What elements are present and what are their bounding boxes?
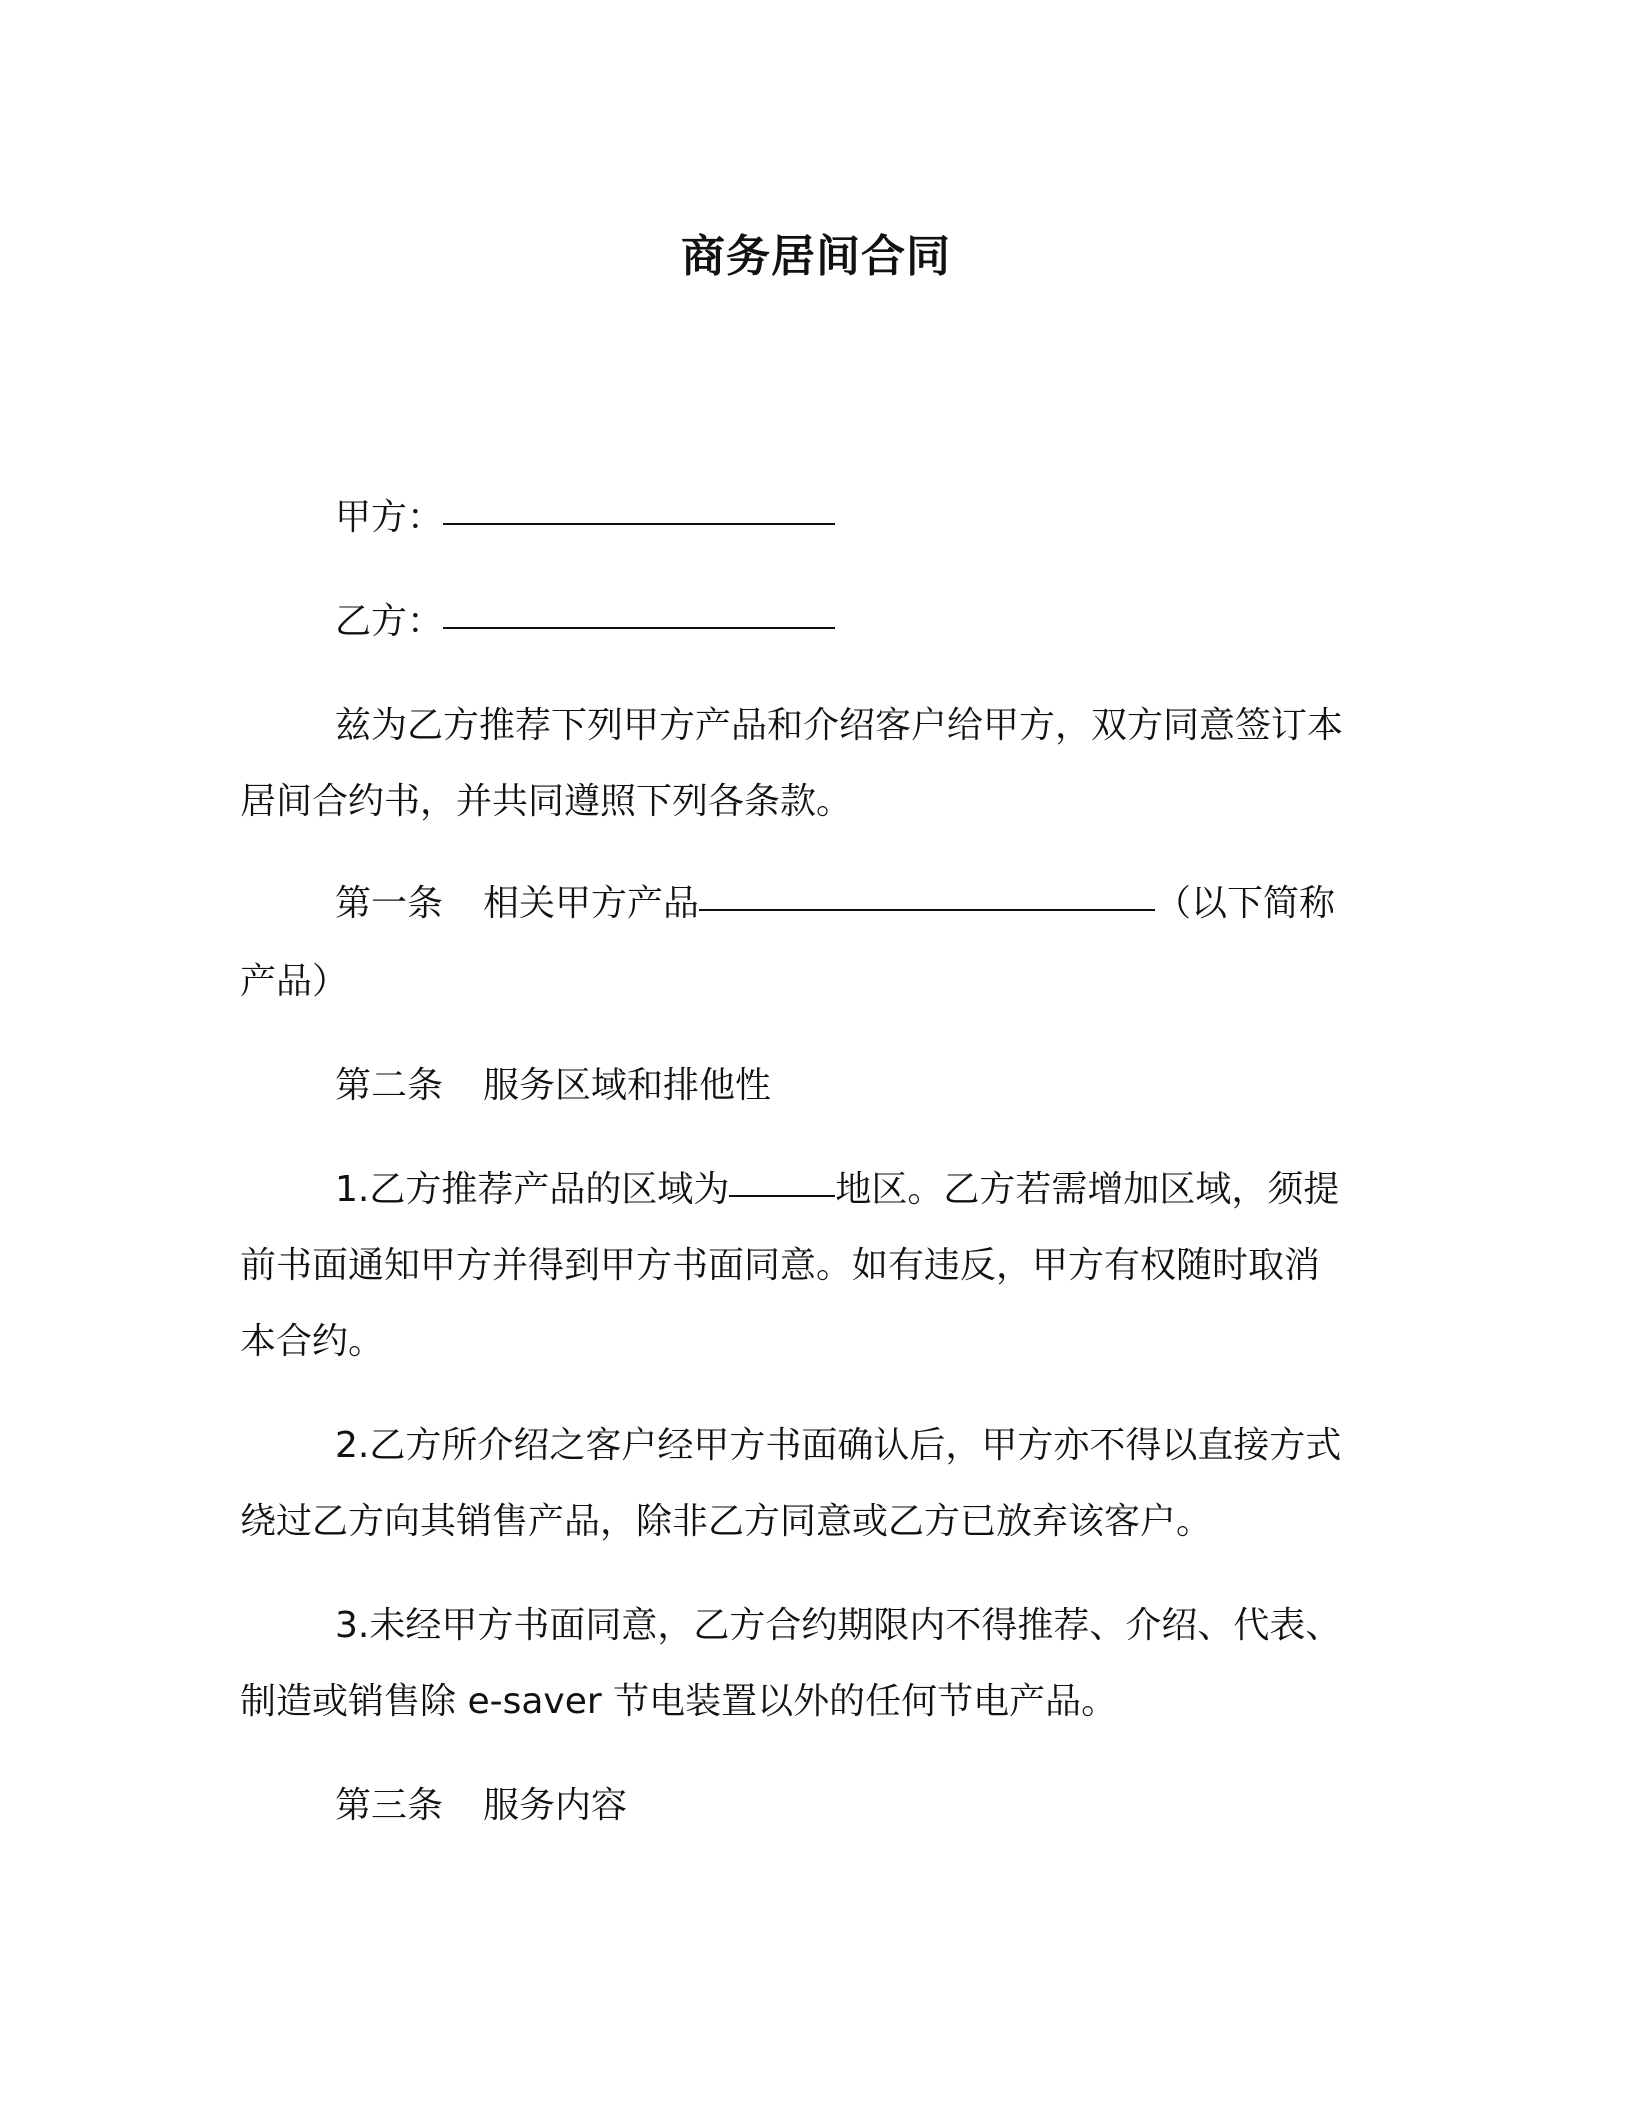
region-blank [729, 1165, 835, 1197]
preamble-line-1: 兹为乙方推荐下列甲方产品和介绍客户给甲方，双方同意签订本 [335, 705, 1344, 746]
party-b-label: 乙方： [335, 601, 444, 642]
article-2-number: 第二条 [335, 1065, 444, 1106]
clause-3-line-1: 3.未经甲方书面同意，乙方合约期限内不得推荐、介绍、代表、 [335, 1605, 1342, 1646]
party-a-line [240, 494, 1475, 542]
clause-1-suffix: 地区。乙方若需增加区域，须提 [835, 1169, 1340, 1210]
party-b-blank [443, 597, 835, 629]
party-a-blank [443, 493, 835, 525]
preamble-line-2: 居间合约书，并共同遵照下列各条款。 [240, 781, 853, 822]
article-2-title: 服务区域和排他性 [483, 1065, 772, 1106]
clause-2-line-2: 绕过乙方向其销售产品，除非乙方同意或乙方已放弃该客户。 [240, 1501, 1213, 1542]
article-3-number: 第三条 [335, 1785, 444, 1826]
clause-1-line-3: 本合约。 [240, 1321, 385, 1362]
document-title: 商务居间合同 [681, 231, 951, 282]
clause-2-line-1: 2.乙方所介绍之客户经甲方书面确认后，甲方亦不得以直接方式 [335, 1425, 1342, 1466]
clause-1-line-2: 前书面通知甲方并得到甲方书面同意。如有违反，甲方有权随时取消 [240, 1245, 1321, 1286]
article-1-suffix: （以下简称 [1155, 883, 1336, 924]
article-1-line-2: 产品） [240, 961, 349, 1002]
article-1-prefix: 相关甲方产品 [483, 883, 700, 924]
article-1-heading [240, 880, 1475, 928]
product-blank [699, 879, 1155, 911]
article-1-number: 第一条 [335, 883, 444, 924]
article-3-heading [240, 1782, 1475, 1830]
clause-3-line-2: 制造或销售除 e-saver 节电装置以外的任何节电产品。 [240, 1681, 1118, 1722]
clause-1-prefix: 1.乙方推荐产品的区域为 [335, 1169, 730, 1210]
clause-1-line-1 [240, 1166, 1475, 1214]
party-b-line [240, 598, 1475, 646]
party-a-label: 甲方： [335, 497, 444, 538]
article-3-title: 服务内容 [483, 1785, 628, 1826]
article-2-heading [240, 1062, 1475, 1110]
